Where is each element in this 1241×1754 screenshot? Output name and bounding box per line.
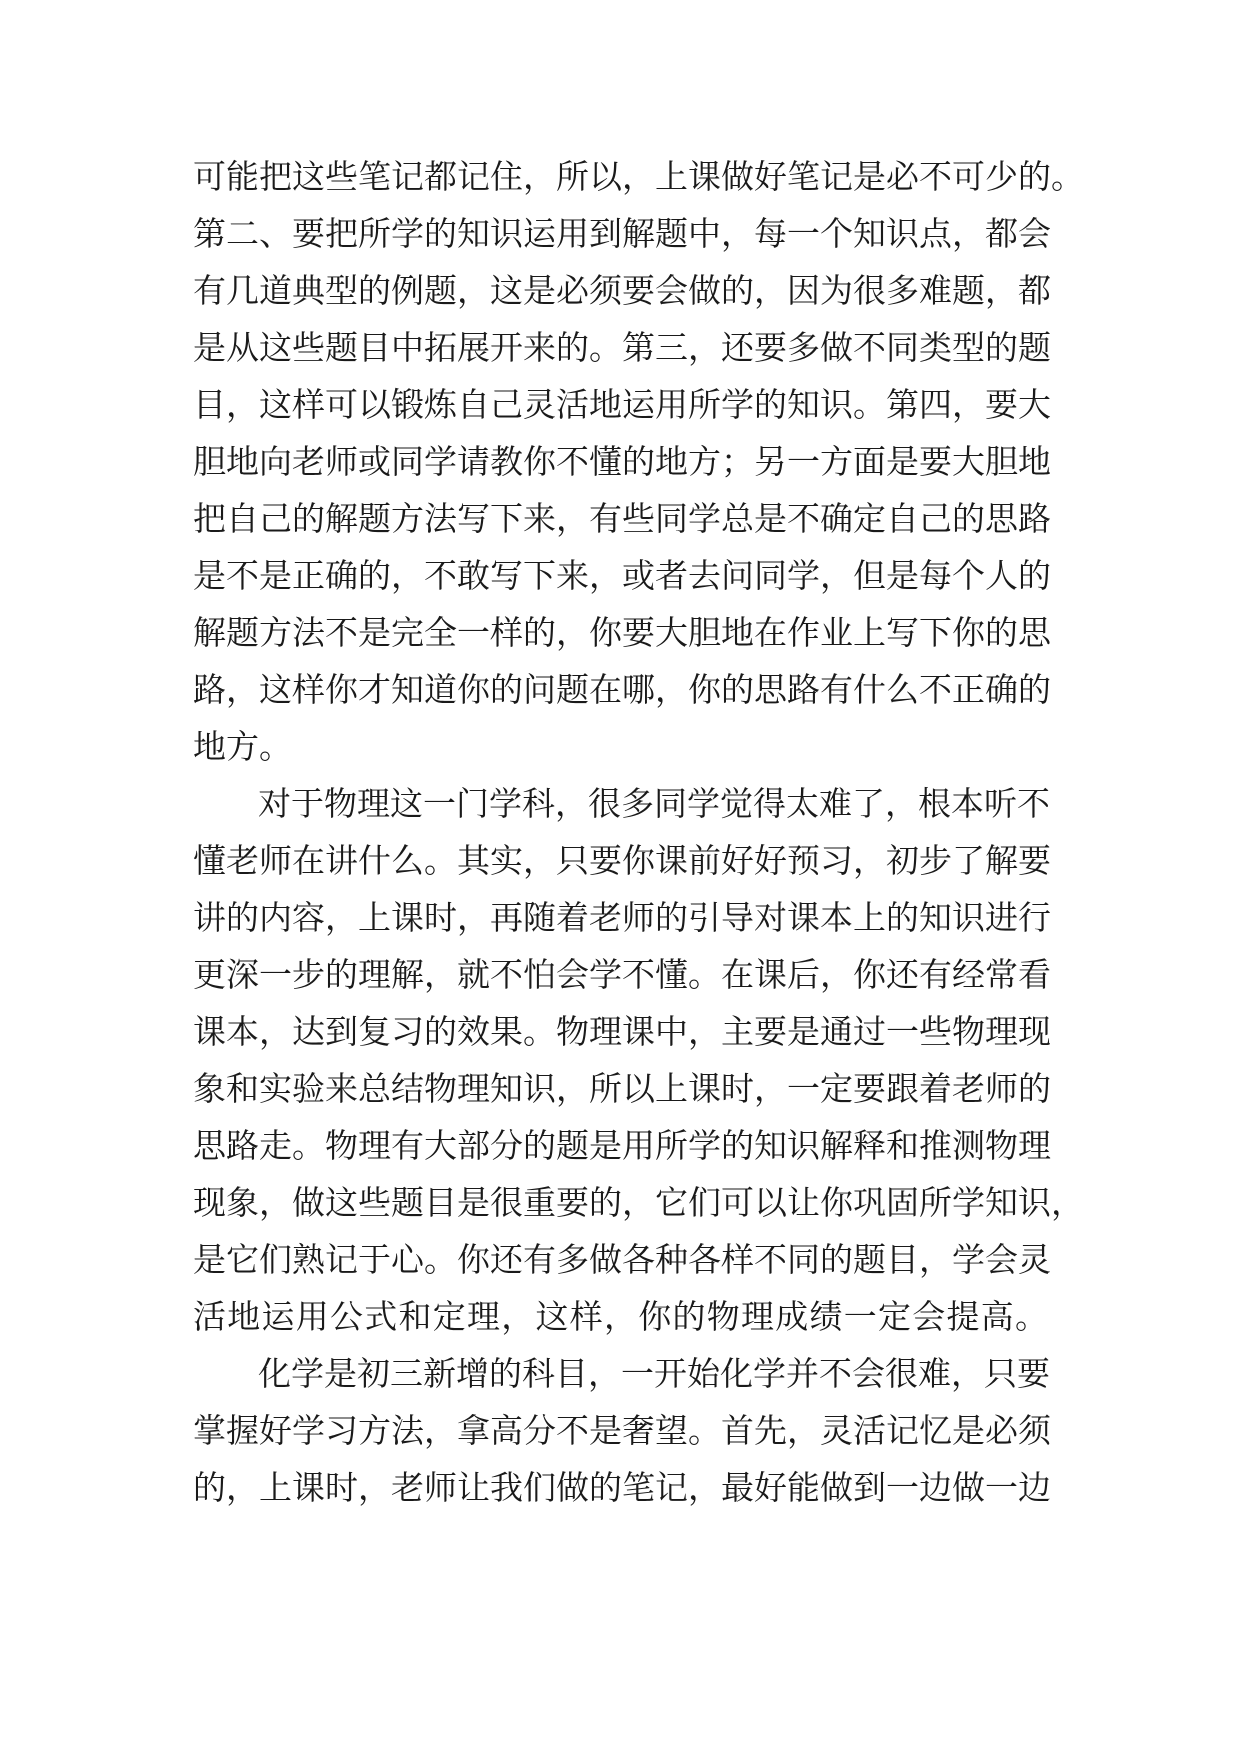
text-line: 课本，达到复习的效果。物理课中，主要是通过一些物理现 — [193, 1012, 1051, 1051]
text-line: 象和实验来总结物理知识，所以上课时，一定要跟着老师的 — [193, 1069, 1051, 1108]
text-line: 是不是正确的，不敢写下来，或者去问同学，但是每个人的 — [193, 556, 1051, 595]
text-line: 可能把这些笔记都记住，所以，上课做好笔记是必不可少的。 — [193, 157, 1084, 196]
paragraph-first-line: 对于物理这一门学科，很多同学觉得太难了，根本听不 — [258, 784, 1050, 823]
text-line: 懂老师在讲什么。其实，只要你课前好好预习，初步了解要 — [193, 841, 1051, 880]
text-line: 把自己的解题方法写下来，有些同学总是不确定自己的思路 — [193, 499, 1051, 538]
text-line: 讲的内容，上课时，再随着老师的引导对课本上的知识进行 — [193, 898, 1051, 937]
text-line: 掌握好学习方法，拿高分不是奢望。首先，灵活记忆是必须 — [193, 1411, 1051, 1450]
text-line: 目，这样可以锻炼自己灵活地运用所学的知识。第四，要大 — [193, 385, 1051, 424]
text-line: 第二、要把所学的知识运用到解题中，每一个知识点，都会 — [193, 214, 1051, 253]
text-line: 是从这些题目中拓展开来的。第三，还要多做不同类型的题 — [193, 328, 1051, 367]
text-line: 地方。 — [193, 727, 292, 766]
paragraph-first-line: 化学是初三新增的科目，一开始化学并不会很难，只要 — [258, 1354, 1050, 1393]
text-line: 有几道典型的例题，这是必须要会做的，因为很多难题，都 — [193, 271, 1051, 310]
text-line: 更深一步的理解，就不怕会学不懂。在课后，你还有经常看 — [193, 955, 1051, 994]
text-line: 解题方法不是完全一样的，你要大胆地在作业上写下你的思 — [193, 613, 1051, 652]
text-line: 现象，做这些题目是很重要的，它们可以让你巩固所学知识， — [193, 1183, 1084, 1222]
text-line: 是它们熟记于心。你还有多做各种各样不同的题目，学会灵 — [193, 1240, 1051, 1279]
text-line: 思路走。物理有大部分的题是用所学的知识解释和推测物理 — [193, 1126, 1051, 1165]
text-line: 胆地向老师或同学请教你不懂的地方；另一方面是要大胆地 — [193, 442, 1051, 481]
text-line: 的，上课时，老师让我们做的笔记，最好能做到一边做一边 — [193, 1468, 1051, 1507]
text-line: 路，这样你才知道你的问题在哪，你的思路有什么不正确的 — [193, 670, 1051, 709]
text-line: 活地运用公式和定理，这样，你的物理成绩一定会提高。 — [193, 1297, 1050, 1336]
